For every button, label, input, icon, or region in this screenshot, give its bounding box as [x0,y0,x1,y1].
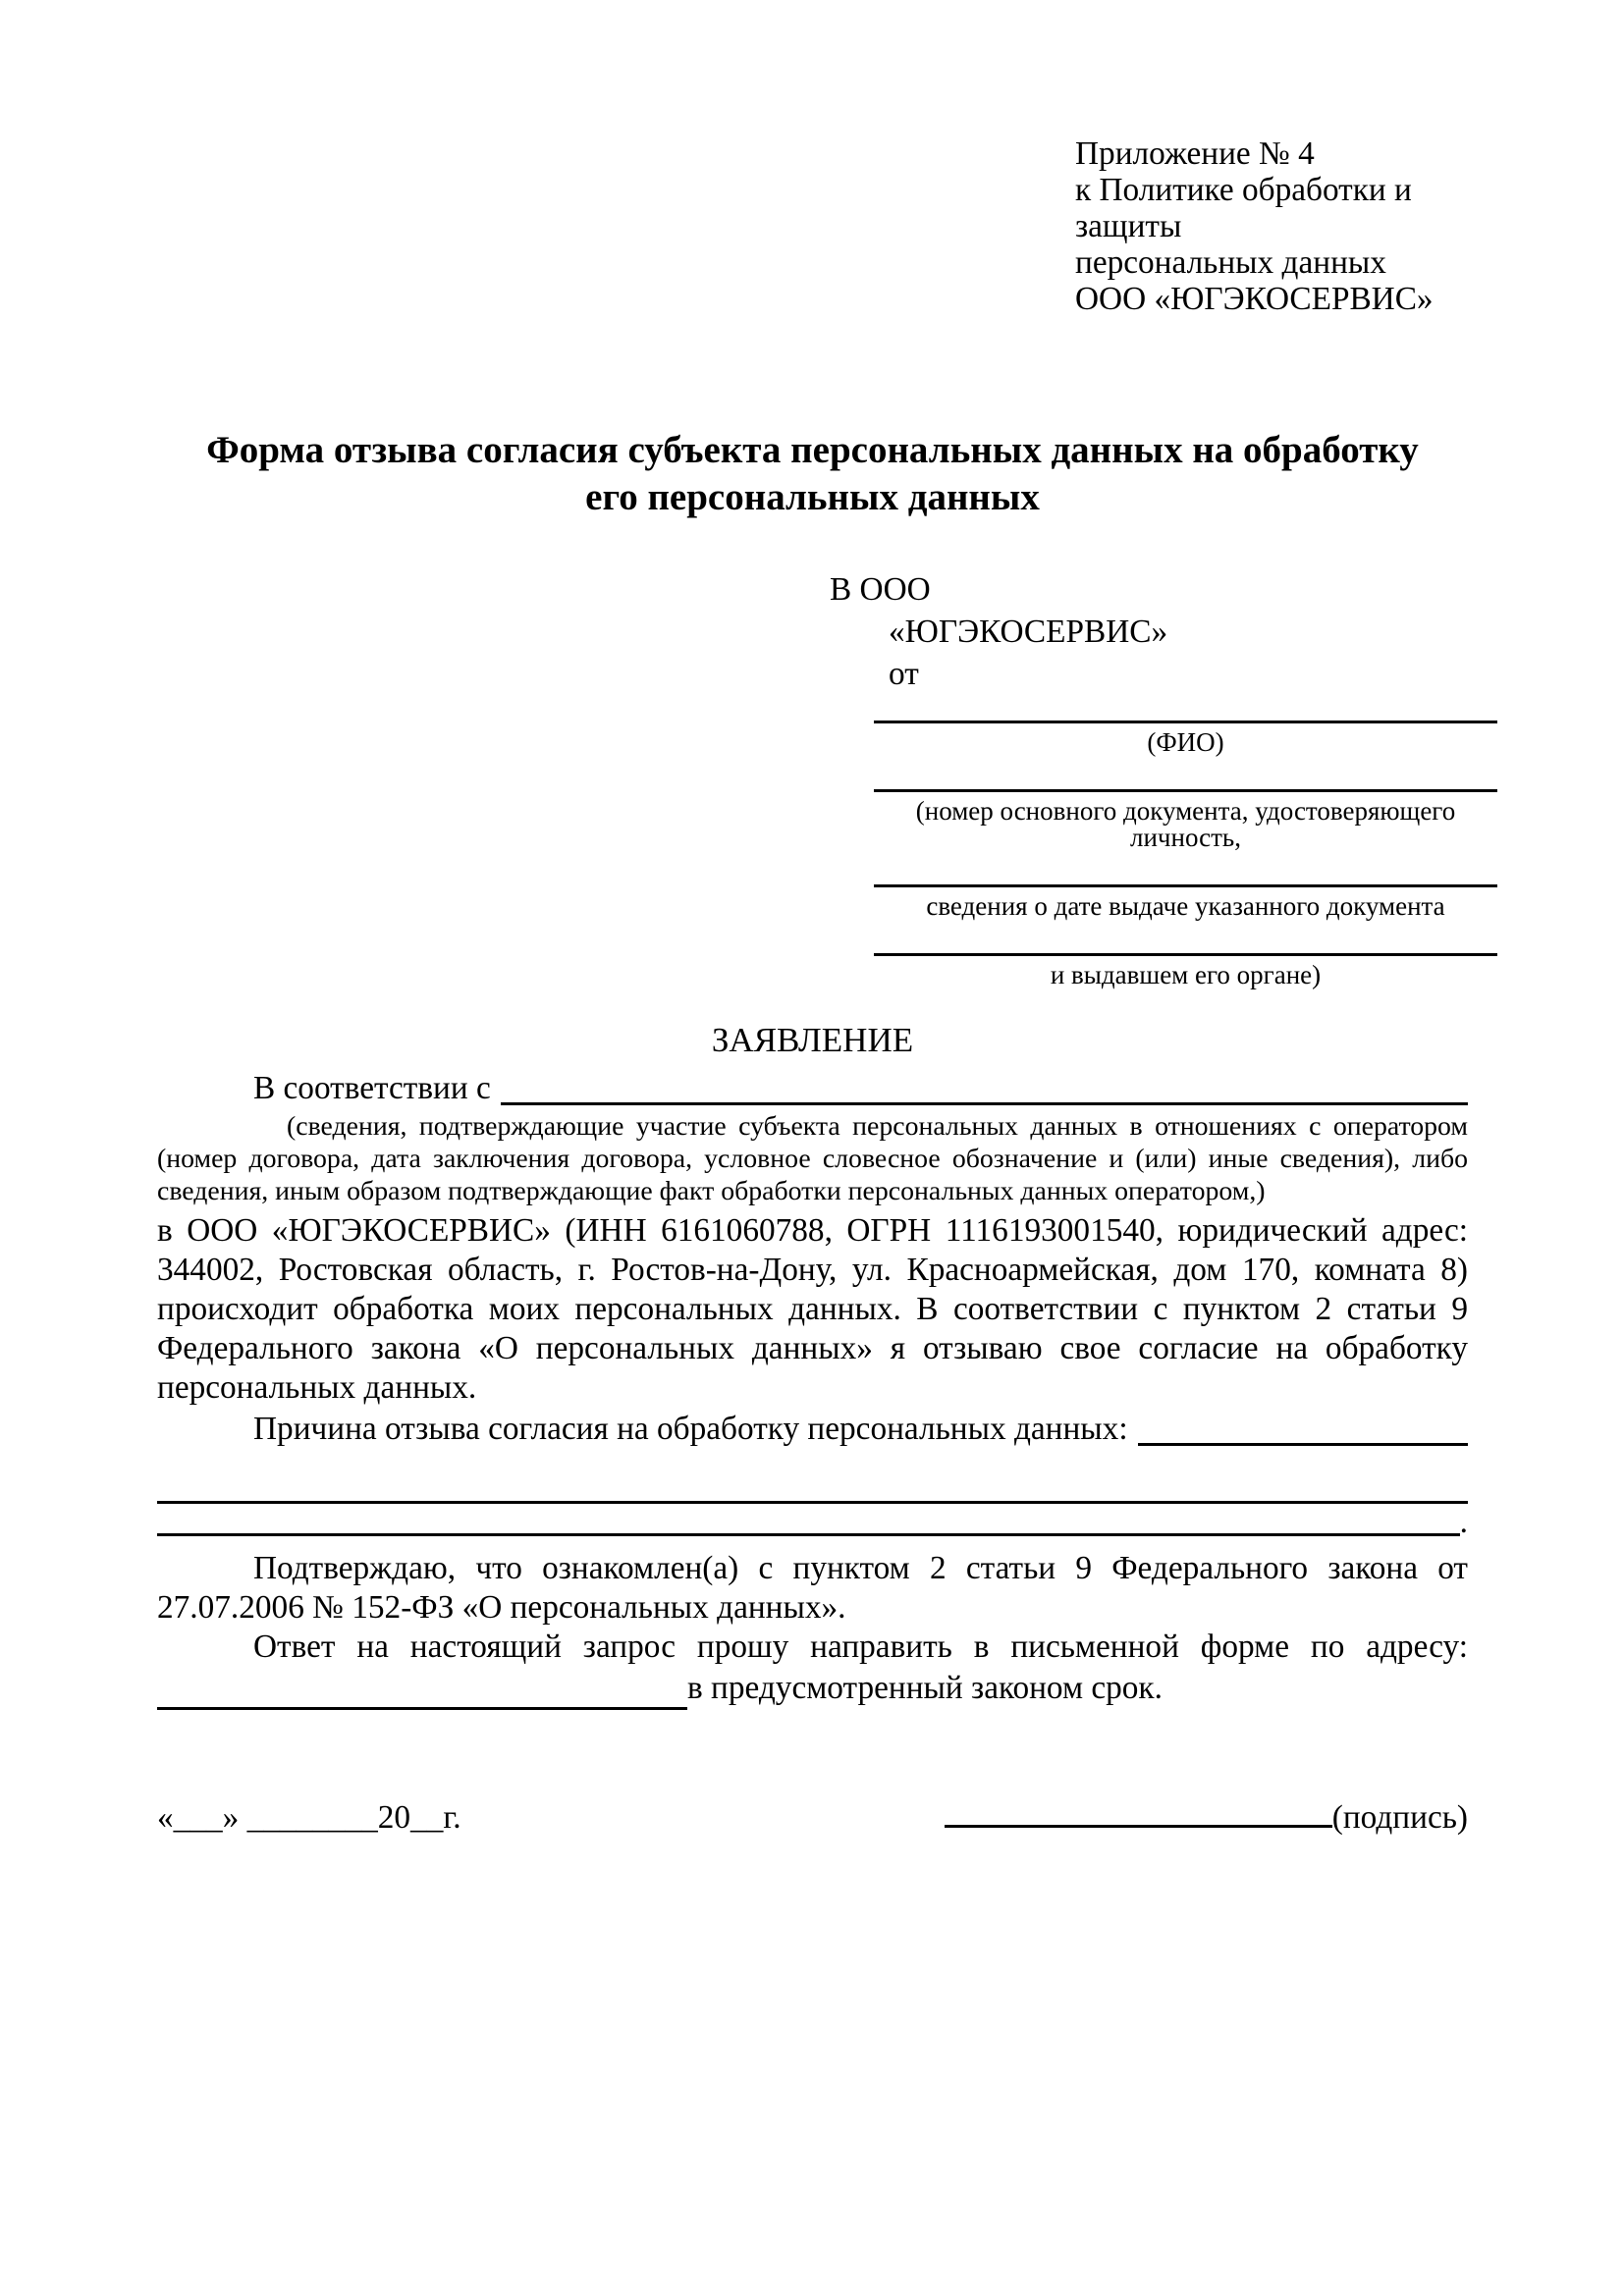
issuing-authority-field-line [874,928,1497,956]
issue-date-field [830,859,1497,928]
reason-prefix: Причина отзыва согласия на обработку персональных данных: [253,1411,1128,1447]
document-number-field [830,764,1497,859]
issue-date-field-caption: сведения о дате выдаче указанного документа [926,891,1445,921]
signature-caption: (подпись) [1331,1799,1468,1836]
accordance-row [157,1067,1468,1110]
fio-field [830,695,1497,764]
annex-line-2: к Политике обработки и защиты [1075,172,1412,244]
statement-heading: ЗАЯВЛЕНИЕ [711,1021,914,1059]
reason-blank-line-3 [157,1504,1468,1541]
annex-line-1: Приложение № 4 [1075,135,1315,172]
signature-row [157,1794,1468,1838]
form-title-line-2: его персональных данных [585,476,1040,518]
reason-blank-line-2 [157,1451,1468,1504]
issuing-authority-field-caption: и выдавшем его органе) [1050,960,1322,989]
annex-block [1075,135,1468,317]
reply-request-suffix: в предусмотренный законом срок. [687,1670,1163,1706]
issuing-authority-field [830,928,1497,996]
document-number-field-line [874,764,1497,792]
addressee-from-label: от [889,656,919,692]
reason-blank-line [1138,1443,1468,1446]
annex-line-3: персональных данных [1075,244,1386,281]
issue-date-field-line [874,859,1497,887]
reply-address-row [157,1667,1468,1710]
signature-blank-line [945,1794,1332,1828]
document-number-field-caption: (номер основного документа, удостоверяющего личность, [915,796,1456,852]
annex-line-4: ООО «ЮГЭКОСЕРВИС» [1075,281,1434,317]
form-title-line-1: Форма отзыва согласия субъекта персональных данных на обработку [206,429,1419,471]
addressee-to-prefix: В ООО [830,571,931,608]
reply-address-blank-line [157,1677,687,1710]
accordance-prefix: В соответствии с [253,1070,491,1106]
blank-line-terminator: . [1459,1504,1468,1540]
fio-field-line [874,695,1497,723]
confirmation-paragraph: Подтверждаю, что ознакомлен(а) с пунктом 2 статьи 9 Федерального закона от 27.07.2006 № 152-ФЗ «О персональных данных». [157,1550,1468,1626]
accordance-blank-line [501,1102,1468,1105]
addressee-company-name: «ЮГЭКОСЕРВИС» [889,614,1168,650]
reason-row [157,1408,1468,1451]
form-title [157,427,1468,521]
addressee-block [830,568,1497,996]
reason-blank-line-3-rule [157,1533,1460,1536]
statement-body: в ООО «ЮГЭКОСЕРВИС» (ИНН 6161060788, ОГРН 1116193001540, юридический адрес: 344002, Ростовская область, г. Ростов-на-Дону, ул. Красноармейская, дом 170, комната 8) происходит обработка моих персональных данных. В соответствии с пунктом 2 статьи 9 Федерального закона «О персональных данных» я отзываю свое согласие на обработку персональных данных. [157,1212,1468,1406]
signature-block [945,1794,1468,1838]
fio-field-caption: (ФИО) [1147,727,1224,757]
date-blank: «___» ________20__г. [157,1799,461,1836]
accordance-note: (сведения, подтверждающие участие субъекта персональных данных в отношениях с оператором (номер договора, дата заключения договора, условное словесное обозначение и (или) иные сведения), либо сведения, иным образом подтверждающие факт обработки персональных данных оператором,) [157,1111,1468,1206]
reply-request-paragraph: Ответ на настоящий запрос прошу направить в письменной форме по адресу: [253,1629,1468,1665]
